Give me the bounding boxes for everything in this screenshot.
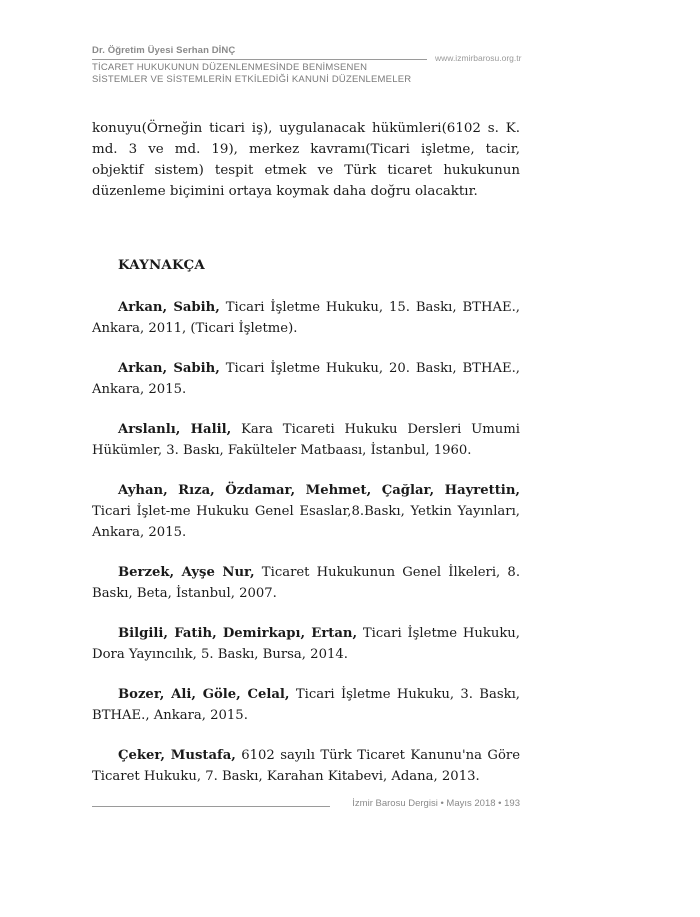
reference-author: Arkan, Sabih, bbox=[118, 300, 220, 315]
reference-author: Arslanlı, Halil, bbox=[118, 422, 232, 437]
header-website: www.izmirbarosu.org.tr bbox=[435, 53, 522, 63]
reference-details: Ticari İşletme Hukuku, 15. Baskı, BTHAE., Ankara, 2011, (Ticari İşletme). bbox=[92, 300, 520, 336]
page-header bbox=[92, 45, 522, 86]
reference-details: Kara Ticareti Hukuku Dersleri Umumi Hükümler, 3. Baskı, Fakülteler Matbaası, İstanbul, 1960. bbox=[92, 422, 520, 458]
reference-item bbox=[92, 358, 520, 400]
reference-item bbox=[92, 684, 520, 726]
reference-details: Ticari İşletme Hukuku, 3. Baskı, BTHAE., Ankara, 2015. bbox=[92, 687, 520, 723]
references-list bbox=[92, 297, 520, 806]
header-author: Dr. Öğretim Üyesi Serhan DİNÇ bbox=[92, 45, 236, 56]
reference-author: Ayhan, Rıza, Özdamar, Mehmet, Çağlar, Hayrettin, bbox=[118, 483, 520, 498]
header-rule bbox=[92, 59, 427, 60]
reference-details: 6102 sayılı Türk Ticaret Kanunu'na Göre Ticaret Hukuku, 7. Baskı, Karahan Kitabevi, Adana, 2013. bbox=[92, 748, 520, 784]
reference-author: Berzek, Ayşe Nur, bbox=[118, 565, 255, 580]
header-title-line-1: TİCARET HUKUKUNUN DÜZENLENMESİNDE BENİMSENEN bbox=[92, 62, 368, 73]
reference-details: Ticaret Hukukunun Genel İlkeleri, 8. Baskı, Beta, İstanbul, 2007. bbox=[92, 565, 521, 601]
reference-item bbox=[92, 745, 520, 787]
reference-item bbox=[92, 562, 520, 604]
footer-journal-info: İzmir Barosu Dergisi • Mayıs 2018 • 193 bbox=[352, 798, 520, 809]
reference-details: Ticari İşletme Hukuku, Dora Yayıncılık, 5. Baskı, Bursa, 2014. bbox=[92, 626, 520, 662]
reference-item bbox=[92, 480, 520, 543]
header-title-line-2: SİSTEMLER VE SİSTEMLERİN ETKİLEDİĞİ KANUNİ DÜZENLEMELER bbox=[92, 74, 412, 85]
closing-paragraph: konuyu(Örneğin ticari iş), uygulanacak hükümleri(6102 s. K. md. 3 ve md. 19), merkez kavramı(Ticari işletme, tacir, objektif sistem) tespit etmek ve Türk ticaret hukukunun düzenleme biçimini ortaya koymak daha doğru olacaktır. bbox=[92, 121, 520, 199]
body-text bbox=[92, 118, 520, 202]
reference-author: Arkan, Sabih, bbox=[118, 361, 220, 376]
references-heading: KAYNAKÇA bbox=[118, 257, 205, 273]
reference-details: Ticari İşletme Hukuku, 20. Baskı, BTHAE., Ankara, 2015. bbox=[92, 361, 520, 397]
reference-item bbox=[92, 297, 520, 339]
reference-author: Bozer, Ali, Göle, Celal, bbox=[118, 687, 290, 702]
reference-item bbox=[92, 419, 520, 461]
reference-details: Ticari İşlet-me Hukuku Genel Esaslar,8.Baskı, Yetkin Yayınları, Ankara, 2015. bbox=[92, 504, 520, 540]
reference-author: Bilgili, Fatih, Demirkapı, Ertan, bbox=[118, 626, 358, 641]
reference-item bbox=[92, 623, 520, 665]
header-article-title bbox=[92, 62, 522, 86]
reference-author: Çeker, Mustafa, bbox=[118, 748, 236, 763]
footer-rule bbox=[92, 806, 330, 807]
